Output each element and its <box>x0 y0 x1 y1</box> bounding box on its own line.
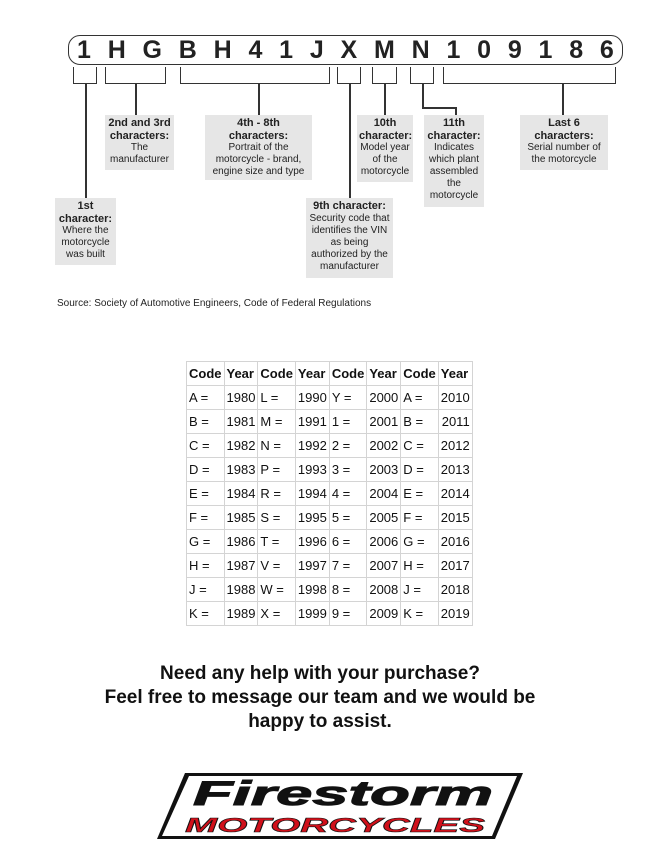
code-cell: W = <box>258 578 296 602</box>
connector-line <box>258 84 260 115</box>
vin-character: 8 <box>569 35 584 64</box>
code-cell: K = <box>401 602 439 626</box>
year-cell: 1985 <box>224 506 258 530</box>
vin-character: G <box>142 35 162 64</box>
table-header <box>187 362 473 386</box>
model-year-table <box>186 361 473 626</box>
table-row <box>187 578 473 602</box>
table-row <box>187 482 473 506</box>
help-line: Feel free to message our team and we would be <box>104 687 536 708</box>
year-cell: 1987 <box>224 554 258 578</box>
code-cell: E = <box>401 482 439 506</box>
vin-character: H <box>213 35 232 64</box>
label-text: The manufacturer <box>110 142 169 165</box>
vin-character: H <box>107 35 126 64</box>
label-text: Model year of the motorcycle <box>360 142 410 177</box>
code-cell: G = <box>187 530 225 554</box>
vin-character: X <box>340 35 358 64</box>
label-text: Serial number of the motorcycle <box>527 142 601 165</box>
label-2-3 <box>105 115 174 170</box>
code-cell: H = <box>187 554 225 578</box>
year-cell: 2002 <box>367 434 401 458</box>
year-cell: 2009 <box>367 602 401 626</box>
year-cell: 2001 <box>367 410 401 434</box>
connector-line <box>135 84 137 115</box>
table-row <box>187 386 473 410</box>
code-cell: B = <box>187 410 225 434</box>
vin-character: 1 <box>538 35 553 64</box>
code-cell: G = <box>401 530 439 554</box>
year-cell: 1996 <box>295 530 329 554</box>
year-cell: 2006 <box>367 530 401 554</box>
label-title: Last 6 characters: <box>534 117 594 142</box>
year-cell: 2015 <box>438 506 472 530</box>
logo-word-firestorm: Firestorm <box>193 775 493 813</box>
year-cell: 1981 <box>224 410 258 434</box>
code-cell: N = <box>258 434 296 458</box>
vin-character: J <box>309 35 324 64</box>
bracket-last6 <box>443 67 616 84</box>
column-header: Year <box>367 362 401 386</box>
code-cell: S = <box>258 506 296 530</box>
label-title: 9th character: <box>313 200 386 212</box>
vin-character: 0 <box>477 35 492 64</box>
code-cell: V = <box>258 554 296 578</box>
label-4-8 <box>205 115 312 180</box>
code-cell: F = <box>401 506 439 530</box>
label-title: 4th - 8th characters: <box>228 117 289 142</box>
column-header: Code <box>329 362 367 386</box>
year-cell: 2010 <box>438 386 472 410</box>
code-cell: 6 = <box>329 530 367 554</box>
code-cell: 9 = <box>329 602 367 626</box>
year-cell: 2014 <box>438 482 472 506</box>
year-cell: 1995 <box>295 506 329 530</box>
code-cell: A = <box>401 386 439 410</box>
code-cell: B = <box>401 410 439 434</box>
table-row <box>187 530 473 554</box>
year-cell: 2005 <box>367 506 401 530</box>
year-cell: 2019 <box>438 602 472 626</box>
code-cell: 7 = <box>329 554 367 578</box>
column-header: Year <box>438 362 472 386</box>
code-cell: 4 = <box>329 482 367 506</box>
connector-line <box>384 84 386 115</box>
year-cell: 2008 <box>367 578 401 602</box>
code-cell: X = <box>258 602 296 626</box>
year-cell: 2003 <box>367 458 401 482</box>
vin-character: B <box>178 35 197 64</box>
label-9th <box>306 198 393 278</box>
column-header: Year <box>224 362 258 386</box>
year-cell: 1992 <box>295 434 329 458</box>
code-cell: 5 = <box>329 506 367 530</box>
code-cell: 8 = <box>329 578 367 602</box>
code-cell: C = <box>187 434 225 458</box>
year-cell: 1999 <box>295 602 329 626</box>
label-11th <box>424 115 484 207</box>
vin-character: 4 <box>248 35 263 64</box>
source-note: Source: Society of Automotive Engineers, Code of Federal Regulations <box>57 298 372 309</box>
label-title: 2nd and 3rd characters: <box>108 117 171 142</box>
code-cell: Y = <box>329 386 367 410</box>
connector-line <box>422 84 424 108</box>
bracket-10th <box>372 67 397 84</box>
column-header: Year <box>295 362 329 386</box>
connector-line <box>349 84 351 198</box>
column-header: Code <box>401 362 439 386</box>
code-cell: 3 = <box>329 458 367 482</box>
year-cell: 2000 <box>367 386 401 410</box>
year-cell: 1986 <box>224 530 258 554</box>
help-line: happy to assist. <box>248 711 392 732</box>
code-cell: 1 = <box>329 410 367 434</box>
connector-line <box>85 84 87 198</box>
label-text: Where the motorcycle was built <box>61 225 110 260</box>
label-last6 <box>520 115 608 170</box>
code-cell: M = <box>258 410 296 434</box>
year-cell: 2017 <box>438 554 472 578</box>
year-cell: 1991 <box>295 410 329 434</box>
vin-character: 1 <box>77 35 91 64</box>
vin-character: 9 <box>507 35 522 64</box>
table-row <box>187 410 473 434</box>
year-cell: 2013 <box>438 458 472 482</box>
help-line: Need any help with your purchase? <box>160 663 480 684</box>
code-cell: H = <box>401 554 439 578</box>
code-cell: L = <box>258 386 296 410</box>
year-cell: 1994 <box>295 482 329 506</box>
code-cell: A = <box>187 386 225 410</box>
year-cell: 2012 <box>438 434 472 458</box>
table-row <box>187 506 473 530</box>
year-cell: 2018 <box>438 578 472 602</box>
label-1st <box>55 198 116 265</box>
code-cell: T = <box>258 530 296 554</box>
year-cell: 1990 <box>295 386 329 410</box>
code-cell: C = <box>401 434 439 458</box>
column-header: Code <box>187 362 225 386</box>
bracket-1st <box>73 67 97 84</box>
bracket-9th <box>337 67 361 84</box>
year-cell: 2004 <box>367 482 401 506</box>
bracket-4-8 <box>180 67 330 84</box>
label-text: Portrait of the motorcycle - brand, engine size and type <box>212 142 305 177</box>
vin-character: M <box>373 35 395 64</box>
year-cell: 2011 <box>438 410 472 434</box>
code-cell: 2 = <box>329 434 367 458</box>
year-cell: 1997 <box>295 554 329 578</box>
year-cell: 2016 <box>438 530 472 554</box>
year-cell: 1989 <box>224 602 258 626</box>
label-10th <box>357 115 413 182</box>
code-cell: J = <box>187 578 225 602</box>
year-cell: 1980 <box>224 386 258 410</box>
help-message <box>0 662 640 734</box>
code-cell: D = <box>187 458 225 482</box>
vin-character: 1 <box>279 35 294 64</box>
year-cell: 1988 <box>224 578 258 602</box>
table-row <box>187 554 473 578</box>
bracket-2-3 <box>105 67 166 84</box>
table-row <box>187 602 473 626</box>
year-cell: 2007 <box>367 554 401 578</box>
label-title: 11th character: <box>427 117 481 142</box>
table-row <box>187 458 473 482</box>
code-cell: D = <box>401 458 439 482</box>
firestorm-motorcycles-logo <box>155 772 525 840</box>
table-row <box>187 434 473 458</box>
label-title: 1st character: <box>58 200 113 225</box>
code-cell: E = <box>187 482 225 506</box>
code-cell: F = <box>187 506 225 530</box>
code-cell: K = <box>187 602 225 626</box>
bracket-11th <box>410 67 434 84</box>
label-text: Security code that identifies the VIN as being authorized by the manufacturer <box>309 212 390 272</box>
code-cell: P = <box>258 458 296 482</box>
year-cell: 1984 <box>224 482 258 506</box>
vin-character: 1 <box>446 35 461 64</box>
logo-word-motorcycles: MOTORCYCLES <box>185 815 487 837</box>
connector-line <box>455 107 457 115</box>
connector-line <box>422 107 456 109</box>
vin-character: 6 <box>599 35 614 64</box>
connector-line <box>562 84 564 115</box>
code-cell: J = <box>401 578 439 602</box>
column-header: Code <box>258 362 296 386</box>
label-title: 10th character: <box>359 117 413 142</box>
year-cell: 1998 <box>295 578 329 602</box>
year-cell: 1983 <box>224 458 258 482</box>
code-cell: R = <box>258 482 296 506</box>
vin-display <box>68 35 623 65</box>
year-cell: 1982 <box>224 434 258 458</box>
label-text: Indicates which plant assembled the motorcycle <box>428 142 480 201</box>
year-cell: 1993 <box>295 458 329 482</box>
vin-character: N <box>411 35 430 64</box>
